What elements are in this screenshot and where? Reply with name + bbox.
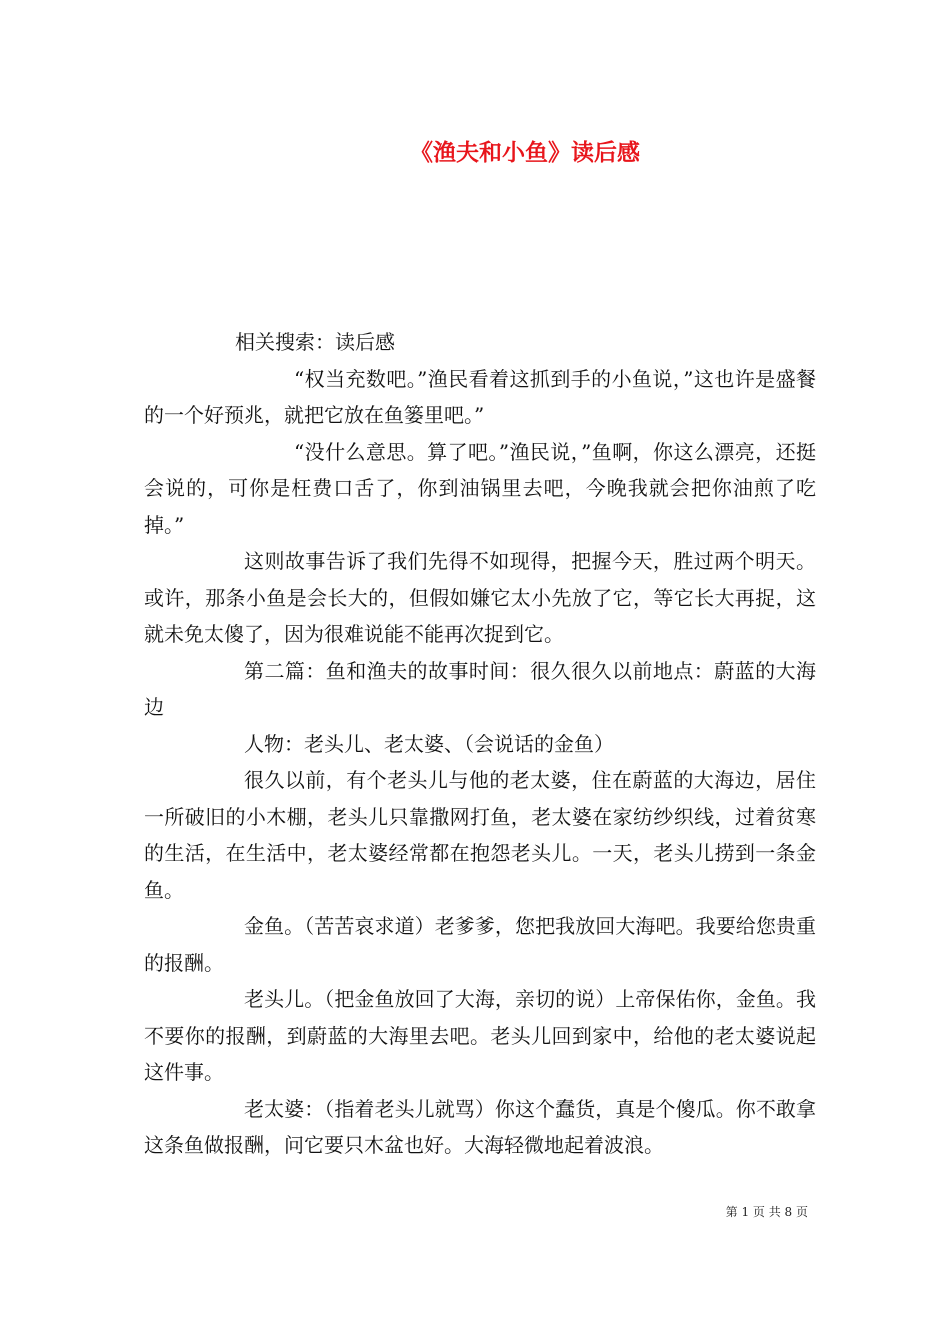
document-body <box>144 324 816 1164</box>
paragraph: “没什么意思。算了吧。”渔民说，”鱼啊，你这么漂亮，还挺会说的，可你是枉费口舌了，你到油锅里去吧，今晚我就会把你油煎了吃掉。” <box>144 439 816 537</box>
paragraph: 很久以前，有个老头儿与他的老太婆，住在蔚蓝的大海边，居住一所破旧的小木棚，老头儿只靠撒网打鱼，老太婆在家纺纱织线，过着贫寒的生活，在生活中，老太婆经常都在抱怨老头儿。一天，老头儿捞到一条金鱼。 <box>144 768 816 902</box>
page-number-footer: 第 1 页 共 8 页 <box>725 1205 808 1219</box>
paragraph: 人物：老头儿、老太婆、（会说话的金鱼） <box>244 731 614 756</box>
document-title: 《渔夫和小鱼》读后感 <box>410 139 640 166</box>
paragraph: “权当充数吧。”渔民看着这抓到手的小鱼说，”这也许是盛餐的一个好预兆，就把它放在鱼篓里吧。” <box>144 366 816 427</box>
paragraph: 老头儿。（把金鱼放回了大海，亲切的说）上帝保佑你，金鱼。我不要你的报酬，到蔚蓝的大海里去吧。老头儿回到家中，给他的老太婆说起这件事。 <box>144 987 816 1084</box>
paragraph-related-search: 相关搜索：读后感 <box>235 330 395 354</box>
paragraph: 老太婆：（指着老头儿就骂）你这个蠢货，真是个傻瓜。你不敢拿这条鱼做报酬，问它要只木盆也好。大海轻微地起着波浪。 <box>144 1096 816 1157</box>
paragraph: 金鱼。（苦苦哀求道）老爹爹，您把我放回大海吧。我要给您贵重的报酬。 <box>144 914 816 975</box>
paragraph: 第二篇：鱼和渔夫的故事时间：很久很久以前地点：蔚蓝的大海边 <box>144 658 816 719</box>
paragraph: 这则故事告诉了我们先得不如现得，把握今天，胜过两个明天。或许，那条小鱼是会长大的，但假如嫌它太小先放了它，等它长大再捉，这就未免太傻了，因为很难说能不能再次捉到它。 <box>144 549 816 646</box>
